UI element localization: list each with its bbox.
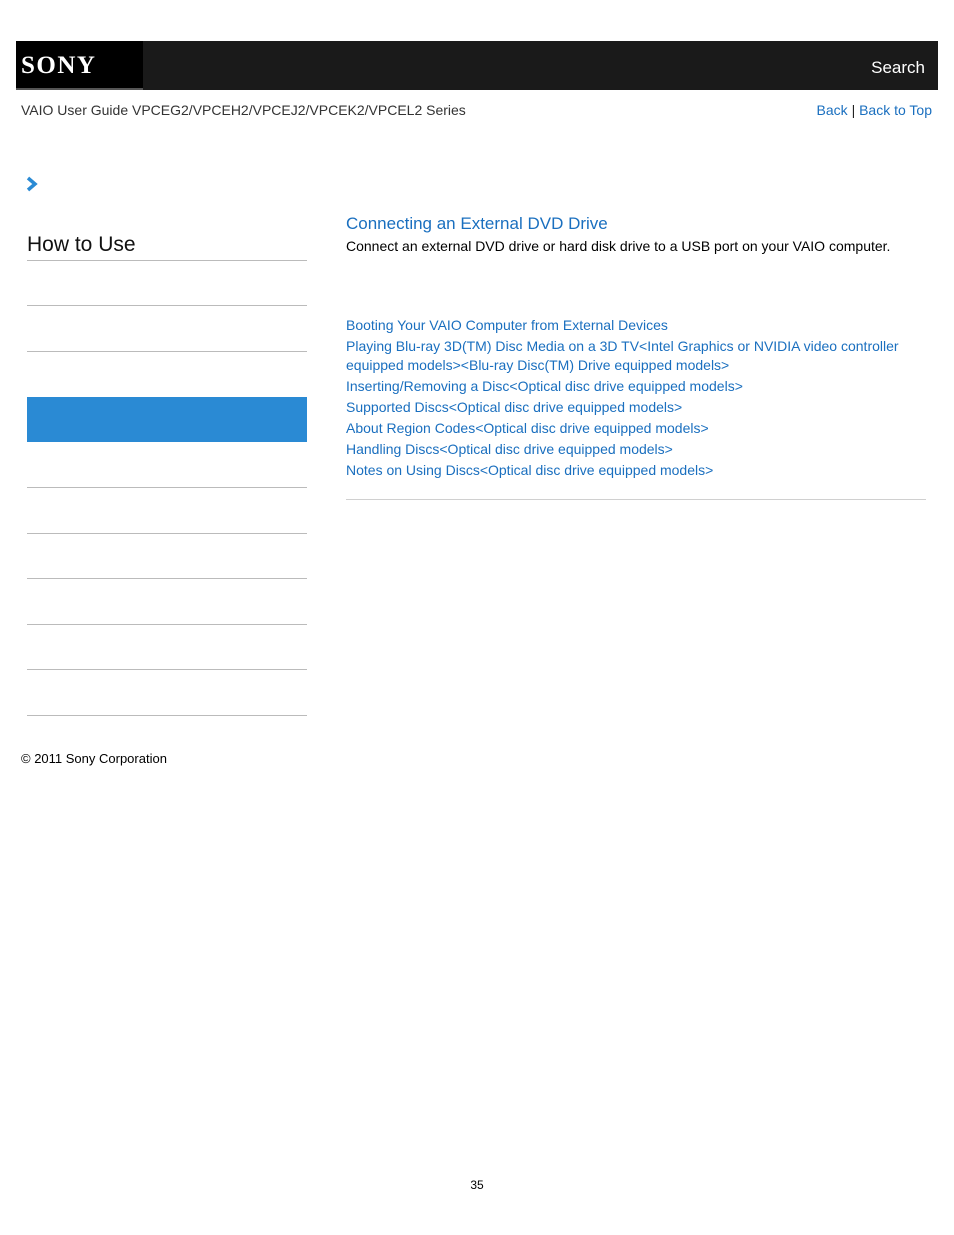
sidebar-divider (27, 351, 307, 352)
sony-logo: SONY (21, 52, 97, 79)
sidebar-item-active[interactable] (27, 397, 307, 442)
page-title: Connecting an External DVD Drive (346, 214, 608, 233)
sidebar-divider (27, 305, 307, 306)
related-link[interactable]: Inserting/Removing a Disc<Optical disc drive equipped models> (346, 378, 743, 394)
related-link[interactable]: Handling Discs<Optical disc drive equipped models> (346, 441, 673, 457)
sidebar-divider (27, 715, 307, 716)
nav-links (817, 102, 932, 118)
related-links (346, 316, 926, 482)
sidebar-divider (27, 487, 307, 488)
related-link[interactable]: Playing Blu-ray 3D(TM) Disc Media on a 3D TV<Intel Graphics or NVIDIA video controller equipped models><Blu-ray Disc(TM) Drive equipped models> (346, 338, 899, 373)
logo-underline (16, 88, 143, 90)
sidebar-divider (27, 578, 307, 579)
back-to-top-link[interactable]: Back to Top (859, 102, 932, 118)
chevron-right-icon[interactable] (25, 176, 39, 192)
search-button[interactable]: Search (871, 58, 925, 77)
content-divider (346, 499, 926, 500)
sidebar-divider (27, 624, 307, 625)
page-number: 35 (470, 1178, 484, 1192)
related-link[interactable]: Booting Your VAIO Computer from External Devices (346, 317, 668, 333)
sidebar-divider (27, 260, 307, 261)
nav-separator: | (851, 102, 856, 118)
back-link[interactable]: Back (816, 102, 848, 118)
related-link[interactable]: Supported Discs<Optical disc drive equipped models> (346, 399, 683, 415)
related-link[interactable]: Notes on Using Discs<Optical disc drive equipped models> (346, 462, 714, 478)
guide-title: VAIO User Guide VPCEG2/VPCEH2/VPCEJ2/VPCEK2/VPCEL2 Series (21, 102, 466, 118)
sidebar-divider (27, 533, 307, 534)
related-link[interactable]: About Region Codes<Optical disc drive equipped models> (346, 420, 709, 436)
page-description: Connect an external DVD drive or hard disk drive to a USB port on your VAIO computer. (346, 238, 891, 254)
sidebar-divider (27, 669, 307, 670)
top-bar (16, 41, 938, 90)
sony-logo-box[interactable] (16, 41, 143, 90)
sidebar-heading[interactable]: How to Use (27, 233, 136, 256)
copyright: © 2011 Sony Corporation (21, 751, 167, 766)
